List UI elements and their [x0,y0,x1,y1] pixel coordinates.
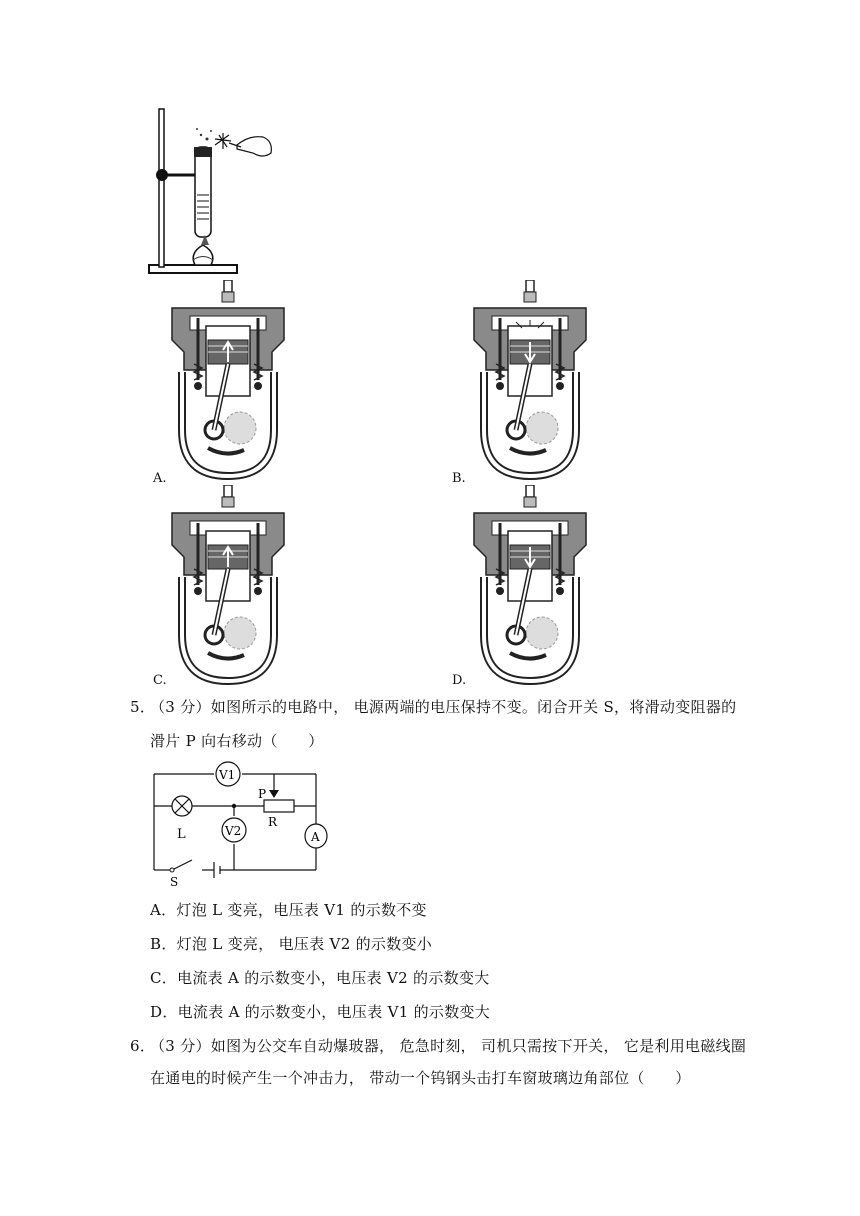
circuit-label-v2: V2 [225,824,242,838]
apparatus-figure [145,105,280,280]
q5-option-c: C．电流表 A 的示数变小，电压表 V2 的示数变大 [150,969,490,987]
q5-number: 5． [130,698,156,716]
q6-stem-line1: （3 分）如图为公交车自动爆玻器， 危急时刻， 司机只需按下开关， 它是利用电磁线圈 [150,1037,747,1055]
engine-option-a-label: A. [153,471,167,486]
circuit-label-switch: S [170,875,179,889]
q5-option-a: A．灯泡 L 变亮，电压表 V1 的示数不变 [150,901,427,919]
circuit-label-ammeter: A [311,830,320,844]
q5-stem-line1: （3 分）如图所示的电路中， 电源两端的电压保持不变。闭合开关 S，将滑动变阻器的 [150,698,737,716]
q5-option-d: D．电流表 A 的示数变小，电压表 V1 的示数变大 [150,1003,491,1021]
circuit-label-slider: P [258,787,267,801]
q6-stem-line2: 在通电的时候产生一个冲击力， 带动一个钨钢头击打车窗玻璃边角部位（ ） [150,1069,691,1087]
engine-diagram-a [168,280,292,480]
engine-option-b-label: B. [452,471,466,486]
circuit-label-lamp: L [177,827,186,842]
engine-diagram-b [470,280,594,480]
circuit-diagram [148,760,338,890]
engine-diagram-d [470,485,594,685]
q5-stem-line2: 滑片 P 向右移动（ ） [150,732,324,750]
circuit-label-resistor: R [268,815,278,829]
engine-diagram-c [168,485,292,685]
engine-option-c-label: C. [153,673,167,688]
q6-number: 6． [130,1037,156,1055]
circuit-label-v1: V1 [219,768,236,782]
engine-option-d-label: D. [452,673,467,688]
q5-option-b: B．灯泡 L 变亮， 电压表 V2 的示数变小 [150,935,433,953]
